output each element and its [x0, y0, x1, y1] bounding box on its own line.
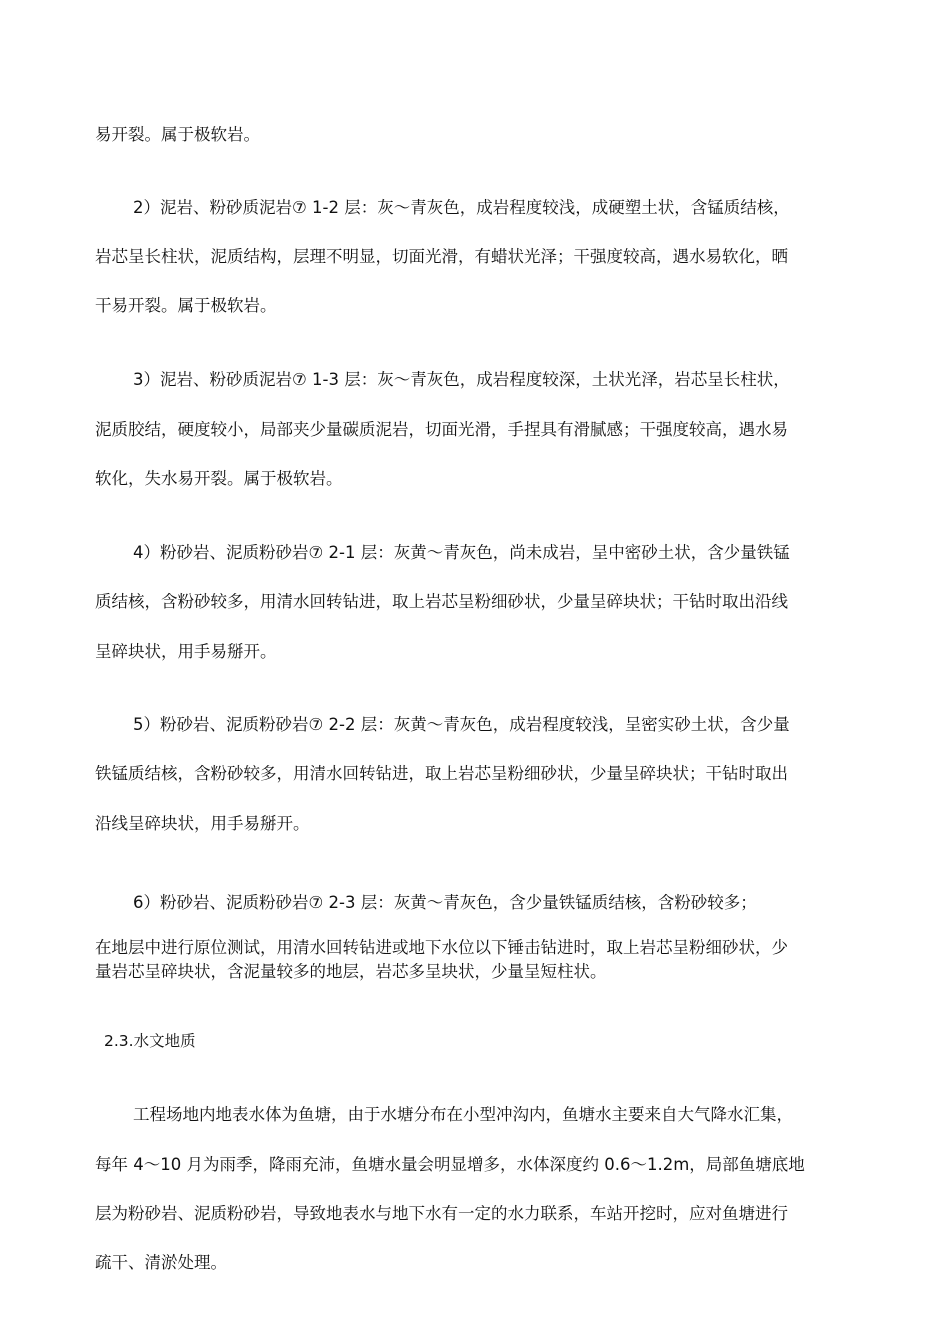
paragraph-line: 泥质胶结，硬度较小，局部夹少量碳质泥岩，切面光滑，手捏具有滑腻感；干强度较高，遇水易	[95, 420, 788, 439]
paragraph-line: 3）泥岩、粉砂质泥岩⑦ 1-3 层：灰～青灰色，成岩程度较深，土状光泽，岩芯呈长柱状，	[133, 370, 790, 389]
paragraph-line: 铁锰质结核，含粉砂较多，用清水回转钻进，取上岩芯呈粉细砂状，少量呈碎块状；干钻时取出	[95, 764, 788, 783]
paragraph-line: 层为粉砂岩、泥质粉砂岩，导致地表水与地下水有一定的水力联系，车站开挖时，应对鱼塘进行	[95, 1204, 788, 1223]
paragraph-line: 6）粉砂岩、泥质粉砂岩⑦ 2-3 层：灰黄～青灰色，含少量铁锰质结核，含粉砂较多；	[133, 893, 757, 912]
paragraph-line: 量岩芯呈碎块状，含泥量较多的地层，岩芯多呈块状，少量呈短柱状。	[95, 962, 607, 981]
paragraph-line: 沿线呈碎块状，用手易掰开。	[95, 814, 310, 833]
paragraph-line: 岩芯呈长柱状，泥质结构，层理不明显，切面光滑，有蜡状光泽；干强度较高，遇水易软化，晒	[95, 247, 788, 266]
paragraph-line: 在地层中进行原位测试，用清水回转钻进或地下水位以下锤击钻进时，取上岩芯呈粉细砂状，少	[95, 938, 788, 957]
paragraph-line: 4）粉砂岩、泥质粉砂岩⑦ 2-1 层：灰黄～青灰色，尚未成岩，呈中密砂土状，含少量铁锰	[133, 543, 790, 562]
paragraph-line: 易开裂。属于极软岩。	[95, 125, 260, 144]
paragraph-line: 2）泥岩、粉砂质泥岩⑦ 1-2 层：灰～青灰色，成岩程度较浅，成硬塑土状，含锰质结核，	[133, 198, 790, 217]
paragraph-line: 呈碎块状，用手易掰开。	[95, 642, 277, 661]
paragraph-line: 疏干、清淤处理。	[95, 1253, 227, 1272]
paragraph-line: 每年 4～10 月为雨季，降雨充沛，鱼塘水量会明显增多，水体深度约 0.6～1.2m，局部鱼塘底地	[95, 1155, 805, 1174]
paragraph-line: 软化，失水易开裂。属于极软岩。	[95, 469, 343, 488]
paragraph-line: 质结核，含粉砂较多，用清水回转钻进，取上岩芯呈粉细砂状，少量呈碎块状；干钻时取出沿线	[95, 592, 788, 611]
paragraph-line: 干易开裂。属于极软岩。	[95, 296, 277, 315]
section-heading: 2.3.水文地质	[104, 1032, 196, 1050]
paragraph-line: 工程场地内地表水体为鱼塘，由于水塘分布在小型冲沟内，鱼塘水主要来自大气降水汇集，	[133, 1105, 793, 1124]
paragraph-line: 5）粉砂岩、泥质粉砂岩⑦ 2-2 层：灰黄～青灰色，成岩程度较浅，呈密实砂土状，含少量	[133, 715, 790, 734]
